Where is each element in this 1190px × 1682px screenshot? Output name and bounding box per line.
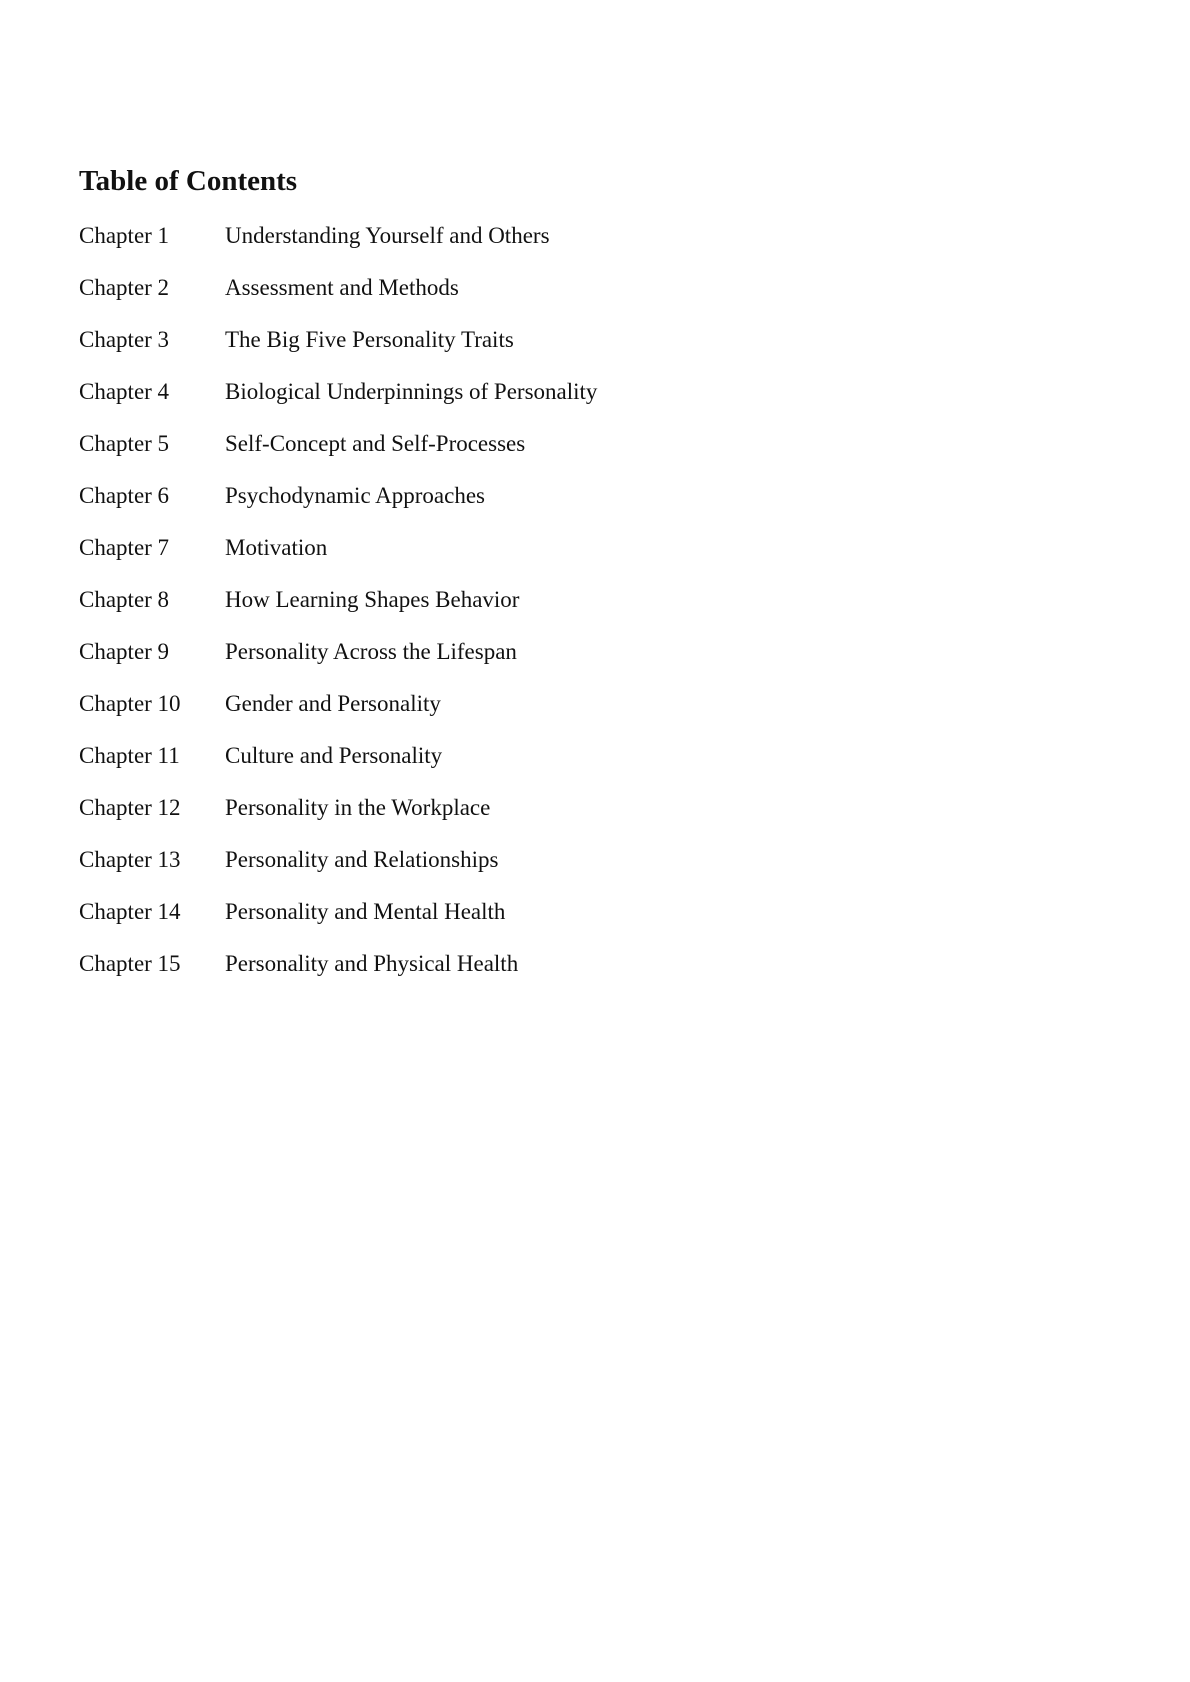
toc-entry <box>79 480 597 532</box>
toc-entry <box>79 844 597 896</box>
toc-chapter-title: Personality and Physical Health <box>225 951 519 976</box>
toc-entry <box>79 896 597 948</box>
toc-chapter-number: Chapter 14 <box>79 899 181 924</box>
toc-chapter-title: Assessment and Methods <box>225 275 459 300</box>
toc-chapter-title: Motivation <box>225 535 328 560</box>
toc-entry <box>79 532 597 584</box>
toc-entry <box>79 324 597 376</box>
toc-chapter-number: Chapter 11 <box>79 743 180 768</box>
toc-chapter-title: The Big Five Personality Traits <box>225 327 514 352</box>
toc-chapter-number: Chapter 5 <box>79 431 170 456</box>
toc-entry <box>79 220 597 272</box>
toc-chapter-title: Personality Across the Lifespan <box>225 639 517 664</box>
toc-chapter-title: Understanding Yourself and Others <box>225 223 550 248</box>
toc-chapter-number: Chapter 13 <box>79 847 181 872</box>
toc-chapter-title: Personality and Mental Health <box>225 899 506 924</box>
toc-chapter-number: Chapter 15 <box>79 951 181 976</box>
toc-chapter-title: Personality and Relationships <box>225 847 499 872</box>
toc-entry <box>79 272 597 324</box>
toc-chapter-number: Chapter 1 <box>79 223 170 248</box>
toc-chapter-number: Chapter 9 <box>79 639 170 664</box>
toc-entry <box>79 948 597 1000</box>
toc-chapter-number: Chapter 3 <box>79 327 170 352</box>
toc-chapter-title: Gender and Personality <box>225 691 441 716</box>
toc-chapter-number: Chapter 6 <box>79 483 170 508</box>
toc-entry <box>79 688 597 740</box>
toc-entry <box>79 792 597 844</box>
toc-chapter-number: Chapter 7 <box>79 535 170 560</box>
toc-entry <box>79 636 597 688</box>
toc-entry <box>79 584 597 636</box>
toc-chapter-number: Chapter 10 <box>79 691 181 716</box>
toc-chapter-title: Psychodynamic Approaches <box>225 483 485 508</box>
page-title: Table of Contents <box>79 165 298 197</box>
toc-chapter-title: Personality in the Workplace <box>225 795 491 820</box>
toc-entry <box>79 740 597 792</box>
toc-chapter-title: How Learning Shapes Behavior <box>225 587 520 612</box>
toc-chapter-number: Chapter 2 <box>79 275 170 300</box>
toc-chapter-number: Chapter 8 <box>79 587 170 612</box>
toc-entry <box>79 376 597 428</box>
toc-list <box>79 220 597 1000</box>
toc-entry <box>79 428 597 480</box>
toc-chapter-number: Chapter 12 <box>79 795 181 820</box>
toc-chapter-title: Self-Concept and Self-Processes <box>225 431 526 456</box>
toc-chapter-title: Biological Underpinnings of Personality <box>225 379 598 404</box>
toc-chapter-title: Culture and Personality <box>225 743 443 768</box>
toc-chapter-number: Chapter 4 <box>79 379 170 404</box>
